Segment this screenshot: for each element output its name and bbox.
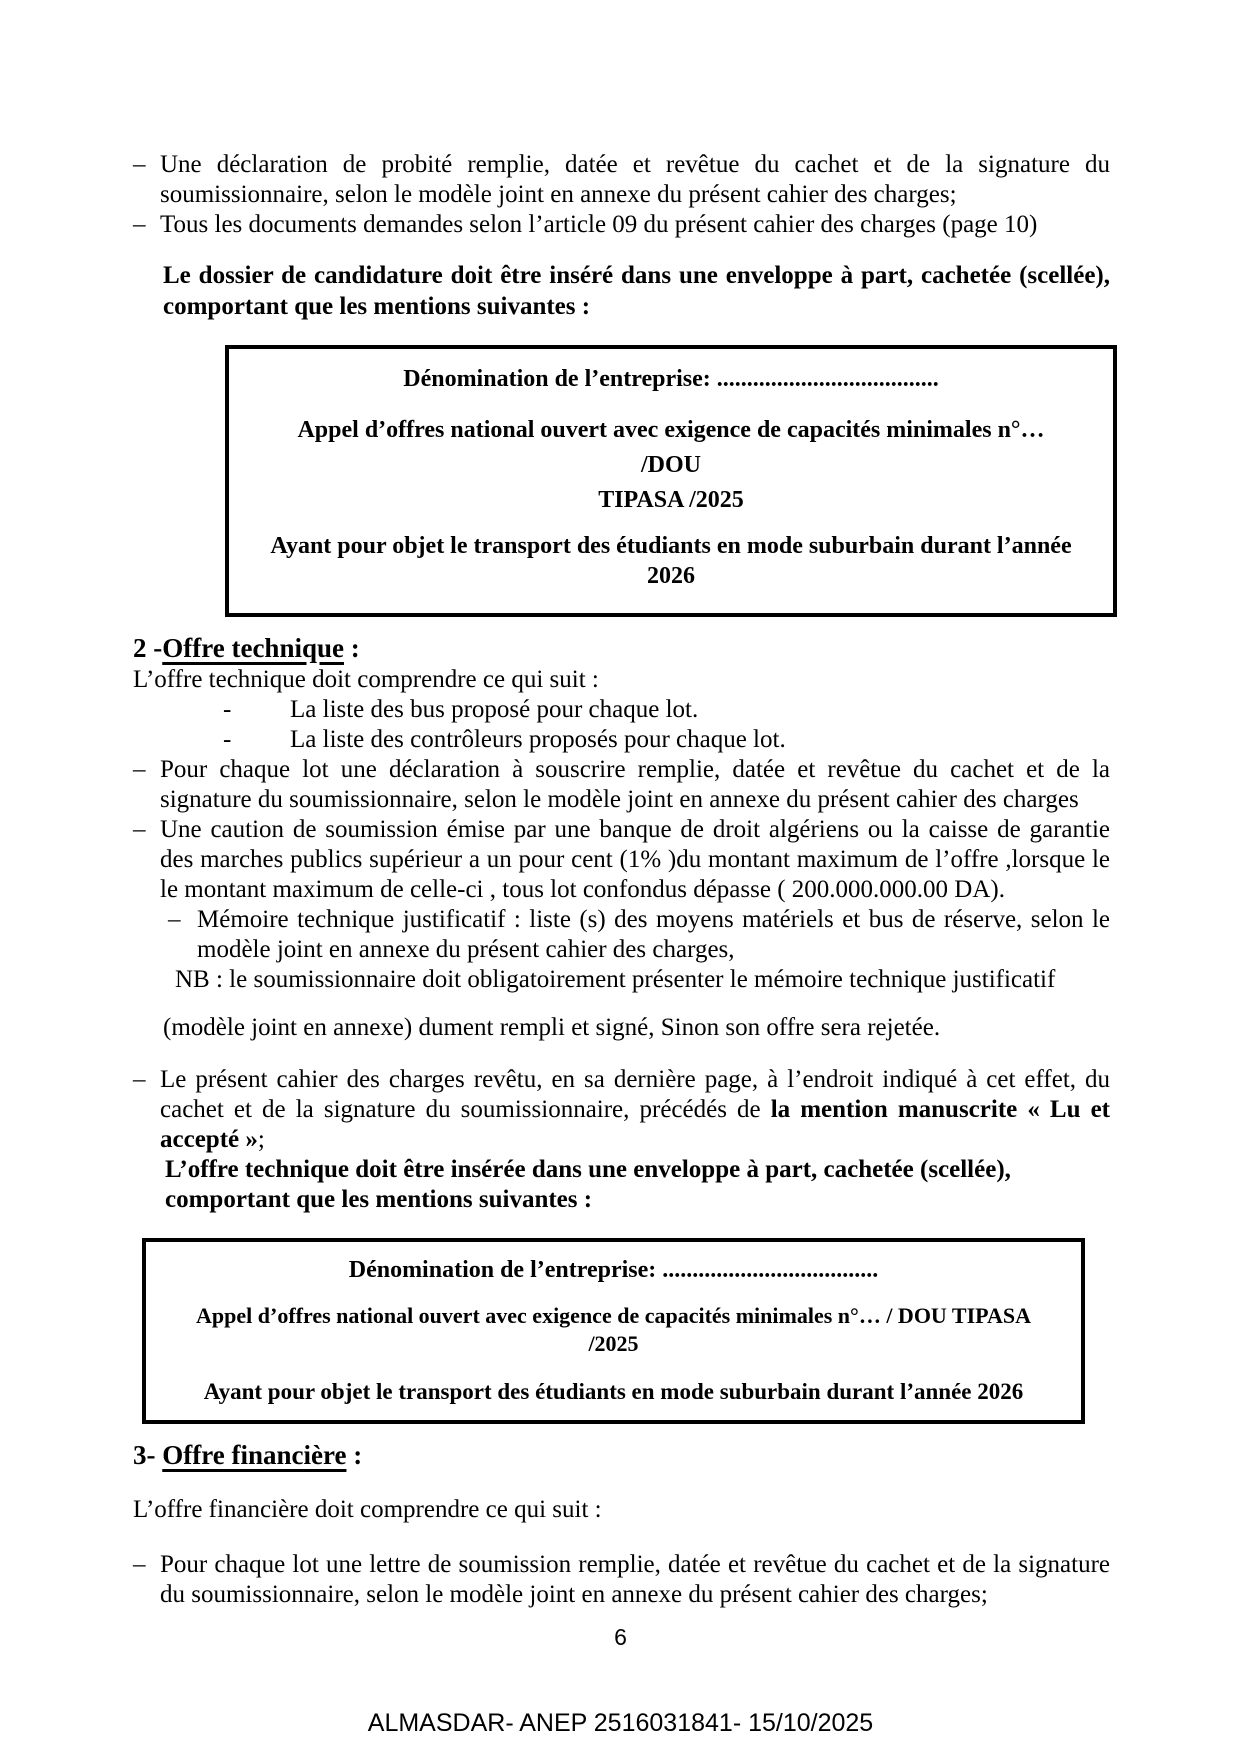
technical-envelope-box [142, 1238, 1085, 1424]
technical-offer-text: Une caution de soumission émise par une banque de droit algériens ou la caisse de garantie des marches publics supérieur a un pour cent (1% )du montant maximum de l’offre ,lorsque le le montant maximum de celle-ci , tous lot confondus dépasse ( 200.000.000.00 DA). [160, 816, 1110, 903]
dash-marker: – [133, 1551, 146, 1578]
technical-envelope-note [165, 1155, 1110, 1215]
requirement-item [133, 210, 1110, 240]
document-content [133, 0, 1110, 1610]
section-offre-financiere-heading [133, 1439, 1110, 1472]
tender-title-line-2: TIPASA /2025 [598, 487, 744, 513]
lu-pre-text: Le présent cahier des charges revêtu, en sa dernière page, à l’endroit indiqué à cet effet, du cachet et de la signature du soumissionnaire, précédés de [160, 1066, 1110, 1123]
financial-offer-text: Pour chaque lot une lettre de soumission remplie, datée et revêtue du cachet et de la signature du soumissionnaire, selon le modèle joint en annexe du présent cahier des charges; [160, 1551, 1110, 1608]
candidature-envelope-note: Le dossier de candidature doit être inséré dans une enveloppe à part, cachetée (scellée), comportant que les mentions suivantes : [163, 262, 1110, 320]
sublist-item-text: La liste des contrôleurs proposés pour chaque lot. [290, 726, 786, 753]
technical-offer-text: Pour chaque lot une déclaration à souscrire remplie, datée et revêtue du cachet et de la signature du soumissionnaire, selon le modèle joint en annexe du présent cahier des charges [160, 756, 1110, 813]
section-number: 2 - [133, 633, 163, 663]
page-number: 6 [614, 1624, 627, 1650]
dash-marker: – [133, 816, 146, 843]
dash-marker: – [133, 1066, 146, 1093]
lu-post-text: ; [257, 1126, 265, 1153]
dash-marker: – [133, 151, 146, 178]
footer-text: ALMASDAR- ANEP 2516031841- 15/10/2025 [367, 1709, 874, 1737]
technical-envelope-note-line: comportant que les mentions suivantes : [165, 1186, 593, 1213]
candidature-envelope-box [225, 345, 1117, 617]
dash-marker: – [133, 756, 146, 783]
technical-offer-text: Mémoire technique justificatif : liste (s) des moyens matériels et bus de réserve, selon le modèle joint en annexe du présent cahier des charges, [197, 906, 1110, 963]
cahier-charges-text [160, 1066, 1110, 1153]
hyphen-marker: - [223, 726, 232, 753]
tender-title-line: Appel d’offres national ouvert avec exigence de capacités minimales n°… / DOU TIPASA /2025 [196, 1303, 1031, 1356]
requirement-text: Tous les documents demandes selon l’article 09 du présent cahier des charges (page 10) [160, 211, 1038, 238]
section-number: 3- [133, 1440, 163, 1470]
requirements-list [133, 150, 1110, 240]
hyphen-marker: - [223, 696, 232, 723]
technical-offer-sublist [133, 695, 1110, 755]
technical-offer-item [133, 905, 1110, 965]
dash-marker: – [133, 211, 146, 238]
technical-offer-item [133, 815, 1110, 905]
modele-note: (modèle joint en annexe) dument rempli et signé, Sinon son offre sera rejetée. [163, 1014, 941, 1041]
technical-offer-item [133, 755, 1110, 815]
offre-technique-intro: L’offre technique doit comprendre ce qui suit : [133, 666, 599, 693]
tender-title-line-1: Appel d’offres national ouvert avec exigence de capacités minimales n°… /DOU [297, 417, 1045, 478]
nb-note: NB : le soumissionnaire doit obligatoirement présenter le mémoire technique justificatif [175, 966, 1056, 993]
sublist-item-text: La liste des bus proposé pour chaque lot. [290, 696, 699, 723]
financial-offer-item [133, 1550, 1110, 1610]
section-colon: : [346, 1440, 363, 1470]
section-offre-technique-heading [133, 632, 1110, 665]
section-title: Offre financière [162, 1440, 347, 1470]
requirement-item [133, 150, 1110, 210]
sublist-item [133, 725, 1110, 755]
tender-title-line [267, 413, 1075, 518]
offre-financiere-intro: L’offre financière doit comprendre ce qui suit : [133, 1496, 602, 1523]
tender-object-line: Ayant pour objet le transport des étudiants en mode suburbain durant l’année 2026 [203, 1379, 1024, 1404]
requirement-text: Une déclaration de probité remplie, datée et revêtue du cachet et de la signature du soumissionnaire, selon le modèle joint en annexe du présent cahier des charges; [160, 151, 1110, 208]
section-title: Offre technique [162, 633, 344, 663]
tender-object-line: Ayant pour objet le transport des étudiants en mode suburbain durant l’année 2026 [270, 533, 1072, 589]
company-name-line: Dénomination de l’entreprise: .................................... [348, 1257, 879, 1283]
sublist-item [133, 695, 1110, 725]
cahier-charges-item [133, 1065, 1110, 1155]
technical-envelope-note-line: L’offre technique doit être insérée dans une enveloppe à part, cachetée (scellée), [165, 1156, 1011, 1183]
section-colon: : [343, 633, 360, 663]
dash-marker: – [168, 906, 181, 933]
company-name-line: Dénomination de l’entreprise: ..................................... [403, 366, 939, 392]
lu-bold-text: la mention manuscrite « Lu et accepté » [160, 1096, 1110, 1153]
